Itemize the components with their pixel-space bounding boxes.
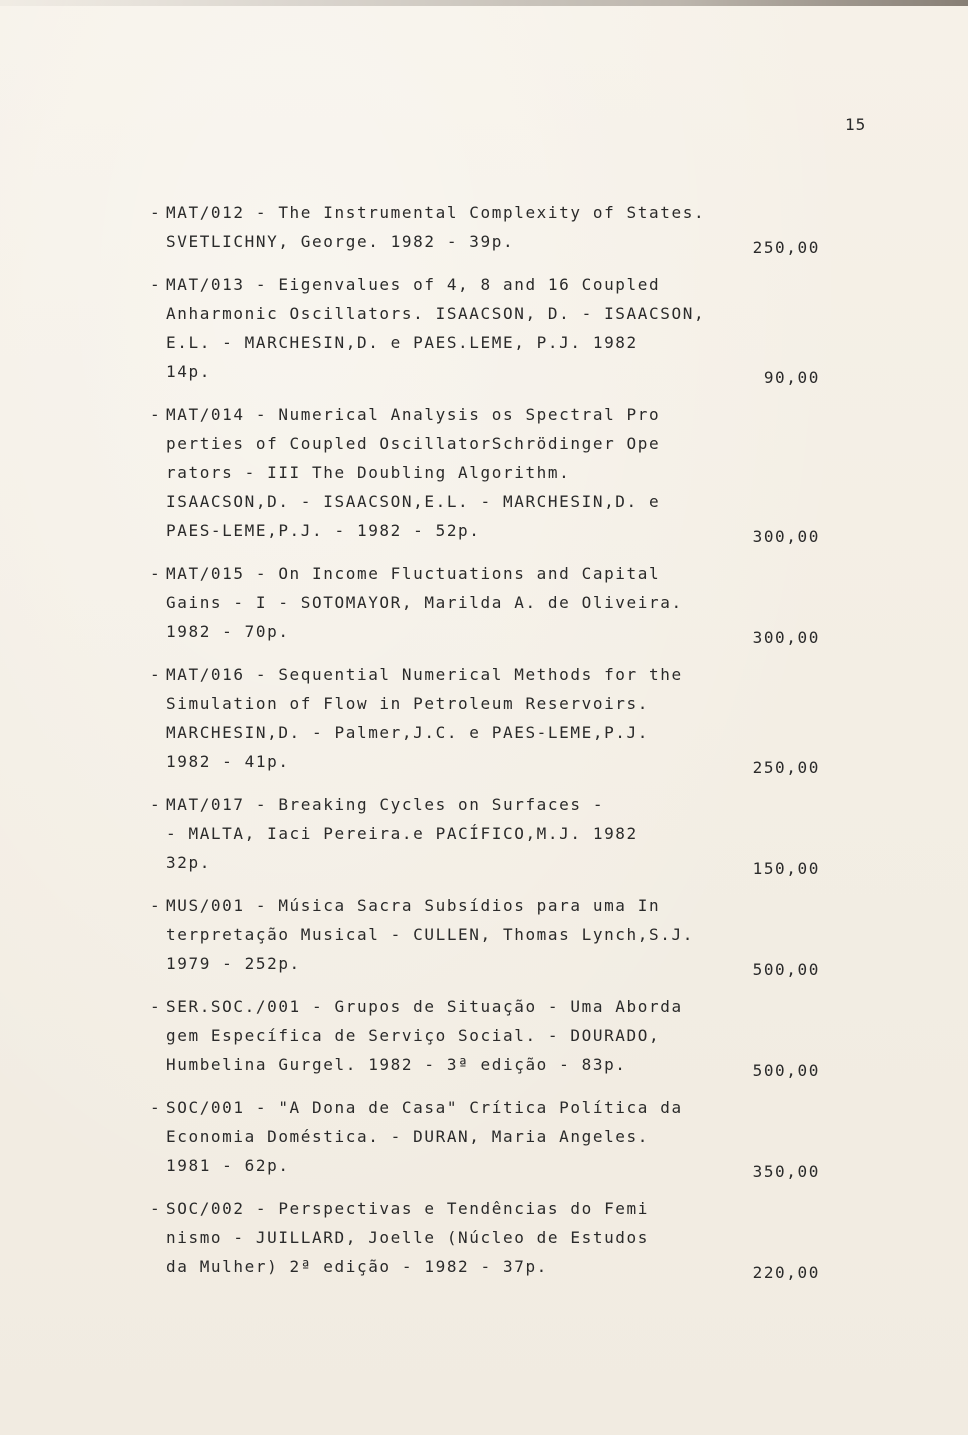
entry-text — [166, 198, 741, 256]
entry-line: 1982 - 70p. — [166, 622, 290, 641]
catalog-entry — [140, 559, 840, 646]
entry-text — [166, 660, 741, 776]
entry-dash: - — [150, 1098, 160, 1117]
entry-text — [166, 270, 741, 386]
entry-line: 32p. — [166, 853, 211, 872]
entry-line: nismo - JUILLARD, Joelle (Núcleo de Estudos — [166, 1228, 650, 1247]
entry-price: 250,00 — [752, 238, 820, 257]
entry-line: da Mulher) 2ª edição - 1982 - 37p. — [166, 1257, 548, 1276]
entry-line: SER.SOC./001 - Grupos de Situação - Uma Aborda — [166, 997, 683, 1016]
entry-line: rators - III The Doubling Algorithm. — [166, 463, 571, 482]
entry-line: SOC/001 - "A Dona de Casa" Crítica Política da — [166, 1098, 683, 1117]
catalog-entry — [140, 198, 840, 256]
entry-line: MAT/013 - Eigenvalues of 4, 8 and 16 Coupled — [166, 275, 661, 294]
entry-line: 1979 - 252p. — [166, 954, 301, 973]
catalog-entries — [140, 198, 840, 1295]
entry-line: Gains - I - SOTOMAYOR, Marilda A. de Oliveira. — [166, 593, 683, 612]
entry-price: 350,00 — [752, 1162, 820, 1181]
entry-price: 220,00 — [752, 1263, 820, 1282]
entry-price: 150,00 — [752, 859, 820, 878]
entry-line: PAES-LEME,P.J. - 1982 - 52p. — [166, 521, 481, 540]
entry-line: gem Específica de Serviço Social. - DOURADO, — [166, 1026, 661, 1045]
entry-price: 300,00 — [752, 527, 820, 546]
entry-price: 90,00 — [763, 368, 820, 387]
entry-price: 500,00 — [752, 960, 820, 979]
entry-dash: - — [150, 1199, 160, 1218]
entry-line: MAT/017 - Breaking Cycles on Surfaces - — [166, 795, 605, 814]
entry-line: Humbelina Gurgel. 1982 - 3ª edição - 83p. — [166, 1055, 627, 1074]
entry-text — [166, 559, 741, 646]
entry-line: ISAACSON,D. - ISAACSON,E.L. - MARCHESIN,D. e — [166, 492, 661, 511]
entry-line: 1981 - 62p. — [166, 1156, 290, 1175]
catalog-entry — [140, 891, 840, 978]
entry-line: SVETLICHNY, George. 1982 - 39p. — [166, 232, 515, 251]
catalog-entry — [140, 790, 840, 877]
entry-text — [166, 1194, 741, 1281]
catalog-entry — [140, 992, 840, 1079]
entry-dash: - — [150, 203, 160, 222]
entry-price: 250,00 — [752, 758, 820, 777]
entry-line: - MALTA, Iaci Pereira.e PACÍFICO,M.J. 1982 — [166, 824, 638, 843]
catalog-entry — [140, 270, 840, 386]
entry-line: perties of Coupled OscillatorSchrödinger Ope — [166, 434, 661, 453]
entry-line: MAT/015 - On Income Fluctuations and Capital — [166, 564, 661, 583]
entry-line: Anharmonic Oscillators. ISAACSON, D. - ISAACSON, — [166, 304, 706, 323]
entry-line: E.L. - MARCHESIN,D. e PAES.LEME, P.J. 1982 — [166, 333, 638, 352]
catalog-entry — [140, 400, 840, 545]
entry-price: 300,00 — [752, 628, 820, 647]
entry-text — [166, 992, 741, 1079]
catalog-entry — [140, 1194, 840, 1281]
entry-line: MAT/014 - Numerical Analysis os Spectral Pro — [166, 405, 661, 424]
entry-line: MAT/016 - Sequential Numerical Methods for the — [166, 665, 683, 684]
entry-line: terpretação Musical - CULLEN, Thomas Lynch,S.J. — [166, 925, 694, 944]
entry-text — [166, 891, 741, 978]
entry-dash: - — [150, 405, 160, 424]
entry-line: SOC/002 - Perspectivas e Tendências do Femi — [166, 1199, 650, 1218]
entry-line: Simulation of Flow in Petroleum Reservoirs. — [166, 694, 650, 713]
entry-line: 14p. — [166, 362, 211, 381]
entry-dash: - — [150, 564, 160, 583]
entry-text — [166, 400, 741, 545]
entry-dash: - — [150, 997, 160, 1016]
entry-dash: - — [150, 896, 160, 915]
entry-text — [166, 1093, 741, 1180]
entry-line: MAT/012 - The Instrumental Complexity of States. — [166, 203, 706, 222]
entry-text — [166, 790, 741, 877]
entry-dash: - — [150, 275, 160, 294]
entry-dash: - — [150, 795, 160, 814]
entry-dash: - — [150, 665, 160, 684]
page-number: 15 — [845, 115, 867, 134]
entry-line: Economia Doméstica. - DURAN, Maria Angeles. — [166, 1127, 650, 1146]
catalog-entry — [140, 660, 840, 776]
entry-price: 500,00 — [752, 1061, 820, 1080]
entry-line: 1982 - 41p. — [166, 752, 290, 771]
entry-line: MUS/001 - Música Sacra Subsídios para uma In — [166, 896, 661, 915]
entry-line: MARCHESIN,D. - Palmer,J.C. e PAES-LEME,P.J. — [166, 723, 650, 742]
catalog-entry — [140, 1093, 840, 1180]
page-top-edge — [0, 0, 968, 6]
